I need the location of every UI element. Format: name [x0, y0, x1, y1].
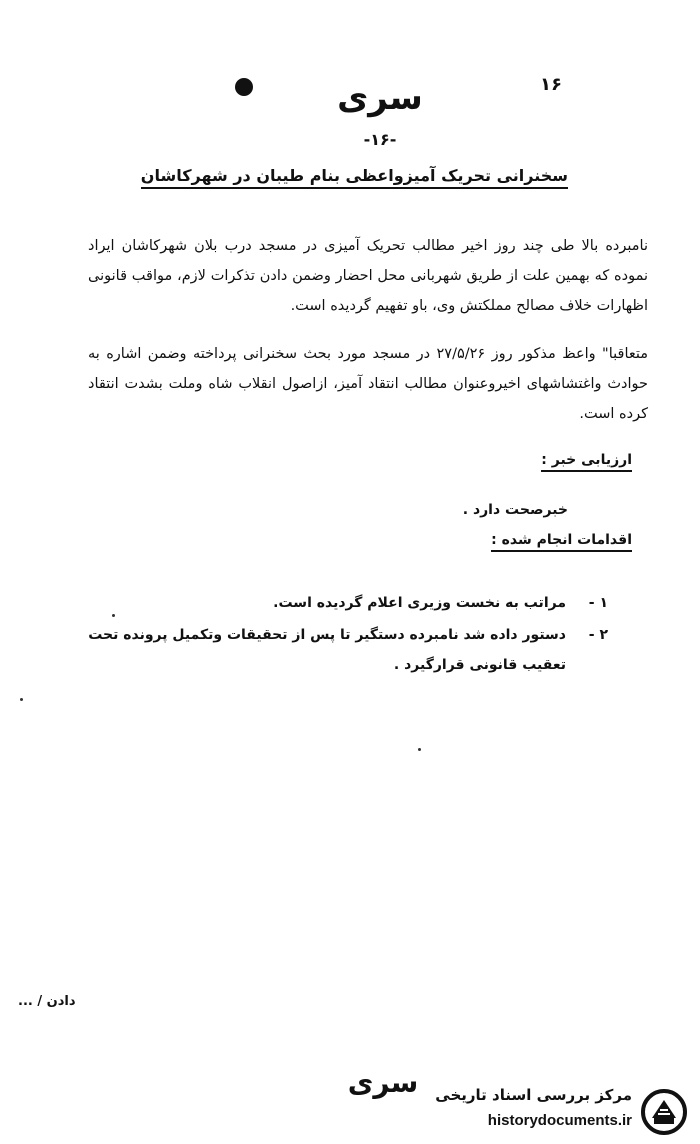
- evaluation-text: خبرصحت دارد .: [462, 502, 568, 518]
- action-number: ۱ -: [588, 595, 608, 611]
- page-number: -۱۶-: [363, 130, 397, 149]
- document-title: سخنرانی تحریک آمیزواعظی بنام طیبان در شهرکاشان: [141, 166, 568, 189]
- corner-mark: ۱۶: [540, 74, 562, 95]
- action-number: ۲ -: [588, 627, 608, 643]
- report-paragraph-2: متعاقبا" واعظ مذکور روز ۲۷/۵/۲۶ در مسجد مورد بحث سخنرانی پرداخته وضمن اشاره به حوادث واغتشاشهای اخیروعنوان مطالب انتقاد آمیز، ازاصول انقلاب شاه وملت بشدت انتقاد کرده است.: [88, 345, 648, 422]
- archive-logo-icon: [640, 1088, 688, 1136]
- actions-heading: اقدامات انجام شده :: [491, 532, 632, 552]
- action-text: دستور داده شد نامبرده دستگیر تا پس از تحقیقات وتکمیل پرونده تحت تعقیب قانونی قرارگیرد .: [88, 627, 566, 673]
- scan-speck: [20, 698, 23, 701]
- ink-dot: [235, 78, 253, 96]
- classification-stamp-top: سری: [337, 78, 423, 118]
- action-item: [58, 620, 608, 680]
- footnote: دادن / ...: [18, 994, 76, 1009]
- actions-list: [58, 588, 608, 682]
- evaluation-heading: ارزیابی خبر :: [541, 452, 632, 472]
- watermark: [435, 1082, 692, 1140]
- action-item: [58, 588, 608, 618]
- scan-speck: [418, 748, 421, 751]
- classification-stamp-bottom: سری: [347, 1066, 419, 1099]
- report-paragraph-1: نامبرده بالا طی چند روز اخیر مطالب تحریک آمیزی در مسجد درب بلان شهرکاشان ایراد نموده که بهمین علت از طریق شهربانی محل احضار وضمن دادن تذکرات لازم، مواقب قانونی اظهارات خلاف مصالح مملکتش وی، باو تفهیم گردیده است.: [88, 237, 648, 314]
- scan-speck: [112, 614, 115, 617]
- action-text: مراتب به نخست وزیری اعلام گردیده است.: [273, 595, 566, 611]
- watermark-url: historydocuments.ir: [487, 1112, 632, 1129]
- watermark-org-name: مرکز بررسی اسناد تاریخی: [435, 1086, 632, 1104]
